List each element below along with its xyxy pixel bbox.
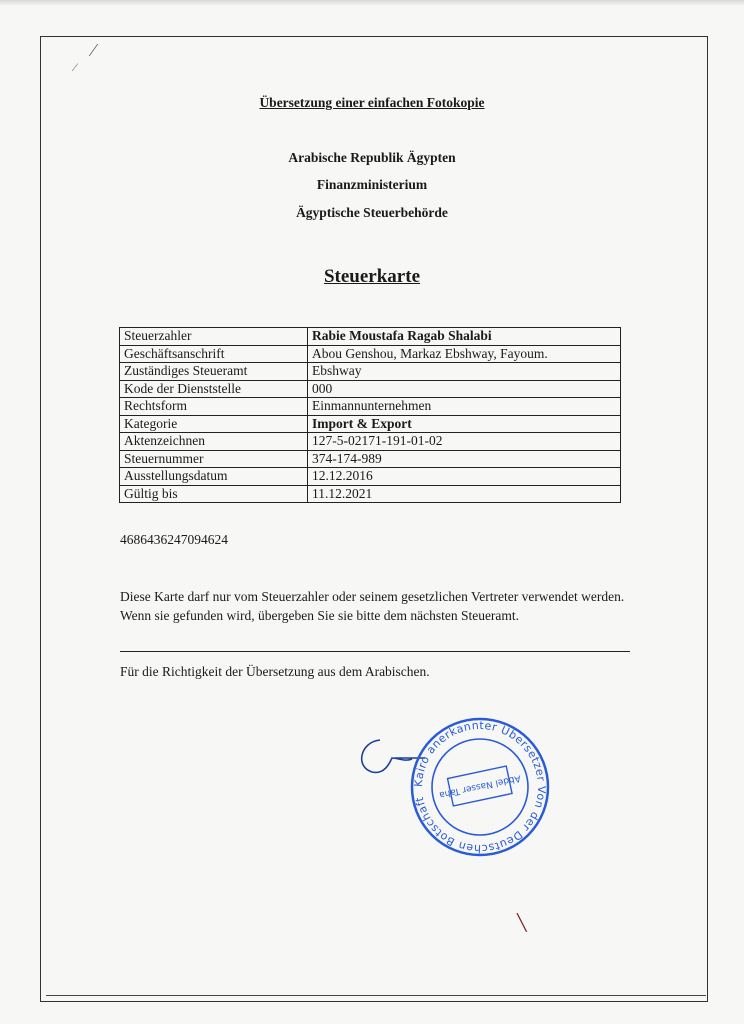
- field-value: 12.12.2016: [308, 468, 621, 486]
- field-label: Kategorie: [120, 415, 308, 433]
- field-value: Einmannunternehmen: [308, 398, 621, 416]
- pen-mark: ⁄: [92, 40, 96, 60]
- table-row: [120, 328, 621, 346]
- scan-edge: [0, 0, 744, 6]
- field-value: Abou Genshou, Markaz Ebshway, Fayoum.: [308, 345, 621, 363]
- pen-mark: ⁄: [74, 60, 77, 74]
- divider: [120, 651, 630, 652]
- table-row: [120, 398, 621, 416]
- field-value: Ebshway: [308, 363, 621, 381]
- country-line: Arabische Republik Ägypten: [288, 150, 456, 165]
- page-title: Steuerkarte: [323, 266, 421, 287]
- table-row: [120, 345, 621, 363]
- table-row: [120, 450, 621, 468]
- field-label: Rechtsform: [120, 398, 308, 416]
- authority-line: Ägyptische Steuerbehörde: [296, 205, 448, 220]
- certification-line: Für die Richtigkeit der Übersetzung aus dem Arabischen.: [120, 664, 430, 679]
- table-row: [120, 485, 621, 503]
- table-row: [120, 415, 621, 433]
- notice-paragraph: Diese Karte darf nur vom Steuerzahler oder seinem gesetzlichen Vertreter verwendet werden. Wenn sie gefunden wird, übergeben Sie sie bitte dem nächsten Steueramt.: [120, 589, 625, 623]
- table-row: [120, 433, 621, 451]
- table-row: [120, 380, 621, 398]
- field-value: 11.12.2021: [308, 485, 621, 503]
- translator-stamp: [350, 712, 570, 862]
- stamp-graphic: [350, 712, 570, 862]
- page-border-bottom: [46, 995, 706, 996]
- card-number: 4686436247094624: [120, 532, 228, 547]
- field-value: 000: [308, 380, 621, 398]
- field-label: Zuständiges Steueramt: [120, 363, 308, 381]
- pen-tick: ╲: [517, 915, 527, 932]
- svg-text:Abdel Nasser Taha: Abdel Nasser Taha: [438, 772, 522, 800]
- table-row: [120, 468, 621, 486]
- field-label: Ausstellungsdatum: [120, 468, 308, 486]
- field-label: Geschäftsanschrift: [120, 345, 308, 363]
- field-label: Gültig bis: [120, 485, 308, 503]
- field-value: 127-5-02171-191-01-02: [308, 433, 621, 451]
- ministry-line: Finanzministerium: [316, 177, 428, 192]
- svg-text:Kairo anerkannter Übersetzer V: Kairo anerkannter Übersetzer Von der Deutschen Botschaft: [411, 718, 549, 856]
- field-value: 374-174-989: [308, 450, 621, 468]
- tax-card-table: [119, 327, 621, 503]
- translation-heading: Übersetzung einer einfachen Fotokopie: [259, 95, 485, 110]
- field-value: Rabie Moustafa Ragab Shalabi: [308, 328, 621, 346]
- field-label: Aktenzeichnen: [120, 433, 308, 451]
- field-label: Steuernummer: [120, 450, 308, 468]
- field-value: Import & Export: [308, 415, 621, 433]
- table-row: [120, 363, 621, 381]
- field-label: Steuerzahler: [120, 328, 308, 346]
- field-label: Kode der Dienststelle: [120, 380, 308, 398]
